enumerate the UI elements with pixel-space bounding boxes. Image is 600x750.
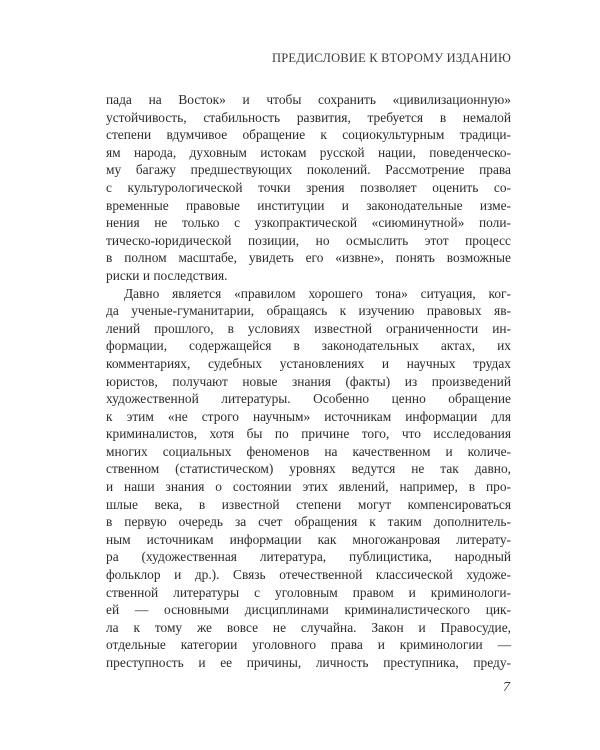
text-line: степени вдумчивое обращение к социокультурным традици- [106, 127, 511, 143]
text-line: в первую очередь за счет обращения к таким дополнитель- [106, 514, 511, 530]
text-line: в полном масштабе, увидеть его «извне», понять возможные [106, 250, 511, 266]
running-head: ПРЕДИСЛОВИЕ К ВТОРОМУ ИЗДАНИЮ [272, 51, 511, 65]
text-line: ным источникам информации как многожанровая литерату- [106, 531, 511, 547]
text-line: устойчивость, стабильность развития, требуется в немалой [106, 109, 511, 125]
text-line: нения не только с узкопрактической «сиюминутной» поли- [106, 215, 511, 231]
text-line: шлые века, в известной степени могут компенсироваться [106, 496, 511, 512]
text-line: многих социальных феноменов на качественном и количе- [106, 443, 511, 459]
text-line: к этим «не строго научным» источникам информации для [106, 408, 511, 424]
text-line: ра (художественная литература, публицистика, народный [106, 549, 511, 565]
text-line: ям народа, духовным истокам русской нации, поведенческо- [106, 144, 511, 160]
text-line: ей — основными дисциплинами криминалистического цик- [106, 602, 511, 618]
text-line: тическо-юридической позиции, но осмыслить этот процесс [106, 232, 511, 248]
page-number: 7 [503, 680, 510, 695]
text-line: преступность и ее причины, личность преступника, преду- [106, 655, 511, 670]
text-line: Давно является «правилом хорошего тона» ситуация, ког- [124, 285, 511, 301]
text-line: лений прошлого, в условиях известной ограниченности ин- [106, 320, 511, 336]
text-line: комментариях, судебных установлениях и научных трудах [106, 355, 511, 371]
text-line: ственном (статистическом) уровнях ведутся не так давно, [106, 461, 511, 477]
text-line: с культурологической точки зрения позволяет оценить со- [106, 179, 511, 195]
text-line: формации, содержащейся в законодательных актах, их [106, 338, 511, 354]
text-line: пада на Восток» и чтобы сохранить «цивилизационную» [106, 92, 511, 107]
text-line: ла к тому же вовсе не случайна. Закон и Правосудие, [106, 619, 511, 635]
text-line: и наши знания о состоянии этих явлений, например, в про- [106, 479, 511, 495]
text-line: риски и последствия. [106, 267, 228, 283]
text-line: временные правовые институции и законодательные изме- [106, 197, 511, 213]
text-line: му багажу предшествующих поколений. Рассмотрение права [106, 162, 511, 178]
text-line: художественной литературы. Особенно ценно обращение [106, 391, 511, 407]
text-line: фольклор и др.). Связь отечественной классической художе- [106, 567, 511, 583]
text-line: ственной литературы с уголовным правом и криминологи- [106, 584, 511, 600]
text-line: отдельные категории уголовного права и криминологии — [106, 637, 511, 653]
text-line: да ученые-гуманитарии, обращаясь к изучению правовых яв- [106, 303, 511, 319]
body-text [106, 91, 511, 672]
text-line: юристов, получают новые знания (факты) из произведений [106, 373, 511, 389]
text-line: криминалистов, хотя бы по причине того, что исследования [106, 426, 511, 442]
